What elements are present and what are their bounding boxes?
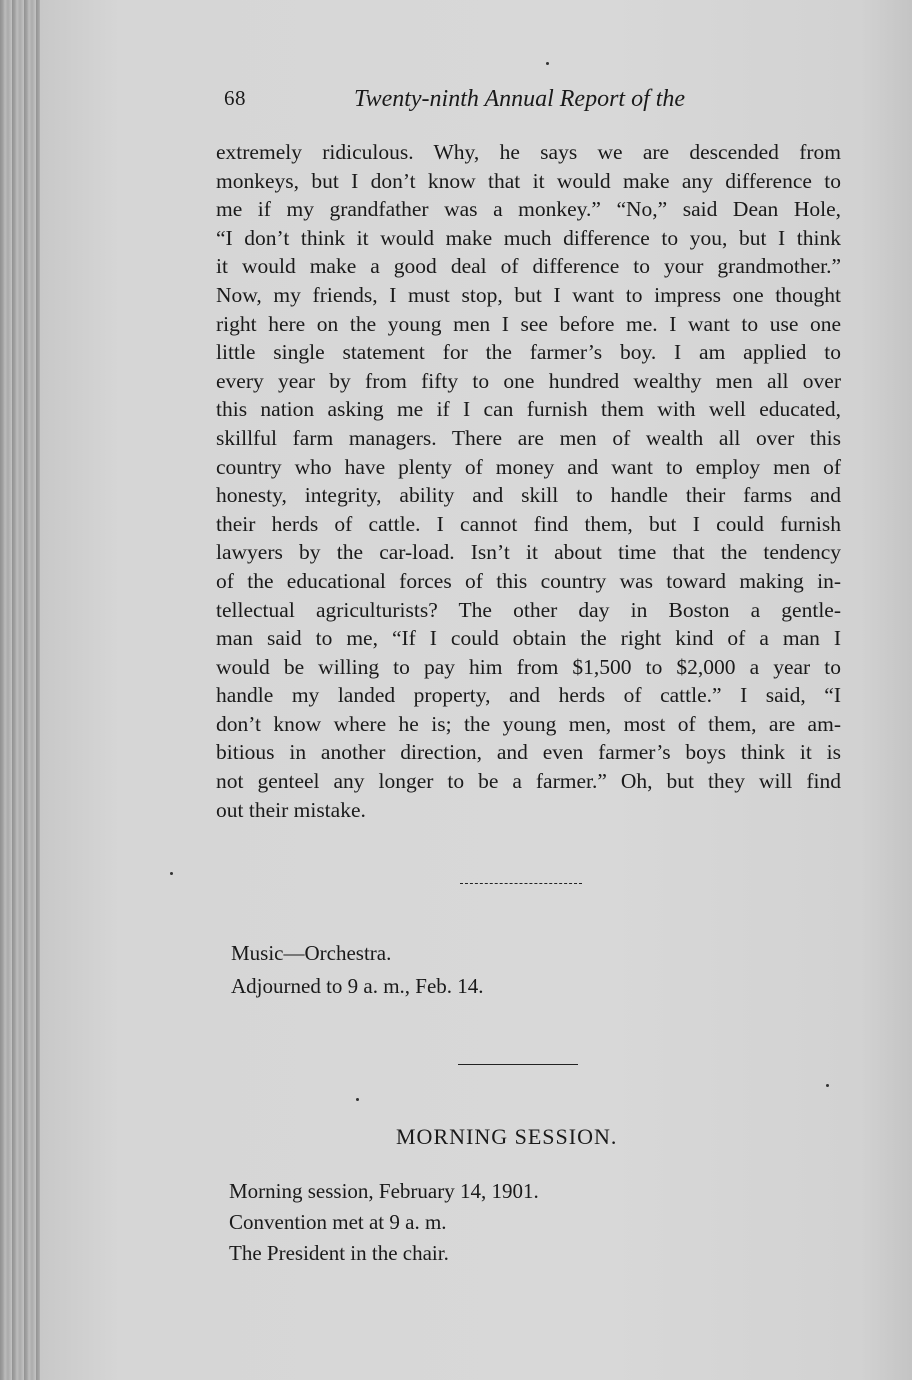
body-line: honesty, integrity, ability and skill to handle their farms and [216,483,841,508]
section-divider [458,1064,578,1065]
scan-speck [170,872,173,875]
page-number: 68 [224,86,246,110]
section-divider-dashed [460,883,582,884]
body-line: don’t know where he is; the young men, most of them, are am- [216,711,841,736]
body-line: me if my grandfather was a monkey.” “No,” said Dean Hole, [216,197,841,222]
session-details [229,1176,539,1269]
body-line: country who have plenty of money and want to employ men of [216,454,841,479]
body-line: out their mistake. [216,797,366,822]
body-line: Now, my friends, I must stop, but I want to impress one thought [216,282,841,307]
body-line: every year by from fifty to one hundred wealthy men all over [216,368,841,393]
body-line: lawyers by the car-load. Isn’t it about time that the tendency [216,540,841,565]
scan-speck [546,62,549,65]
music-adjournment-block [231,937,484,1003]
session-line: The President in the chair. [229,1241,449,1265]
session-line: Morning session, February 14, 1901. [229,1179,539,1203]
body-line: this nation asking me if I can furnish them with well educated, [216,397,841,422]
body-line: handle my landed property, and herds of cattle.” I said, “I [216,683,841,708]
music-line: Music—Orchestra. [231,941,392,965]
body-line: right here on the young men I see before me. I want to use one [216,311,841,336]
page-header [224,86,724,126]
body-line: little single statement for the farmer’s boy. I am applied to [216,340,841,365]
session-line: Convention met at 9 a. m. [229,1210,447,1234]
body-line: monkeys, but I don’t know that it would make any difference to [216,168,841,193]
body-line: extremely ridiculous. Why, he says we are descended from [216,140,841,164]
body-line: their herds of cattle. I cannot find them, but I could furnish [216,511,841,536]
body-line: “I don’t think it would make much difference to you, but I think [216,225,841,250]
body-line: man said to me, “If I could obtain the right kind of a man I [216,626,841,651]
body-line: it would make a good deal of difference to your grandmother.” [216,254,841,279]
adjourned-line: Adjourned to 9 a. m., Feb. 14. [231,974,484,998]
scan-speck [826,1084,829,1087]
body-paragraph [216,138,841,824]
body-line: not genteel any longer to be a farmer.” Oh, but they will find [216,769,841,794]
body-line: bitious in another direction, and even farmer’s boys think it is [216,740,841,765]
page-binding-edge [0,0,40,1380]
scan-speck [356,1098,359,1101]
running-title: Twenty-ninth Annual Report of the [354,86,686,112]
body-line: of the educational forces of this country was toward making in- [216,568,841,593]
body-line: would be willing to pay him from $1,500 to $2,000 a year to [216,654,841,679]
body-line: tellectual agriculturists? The other day in Boston a gentle- [216,597,841,622]
body-line: skillful farm managers. There are men of wealth all over this [216,425,841,450]
section-heading: MORNING SESSION. [396,1124,618,1149]
